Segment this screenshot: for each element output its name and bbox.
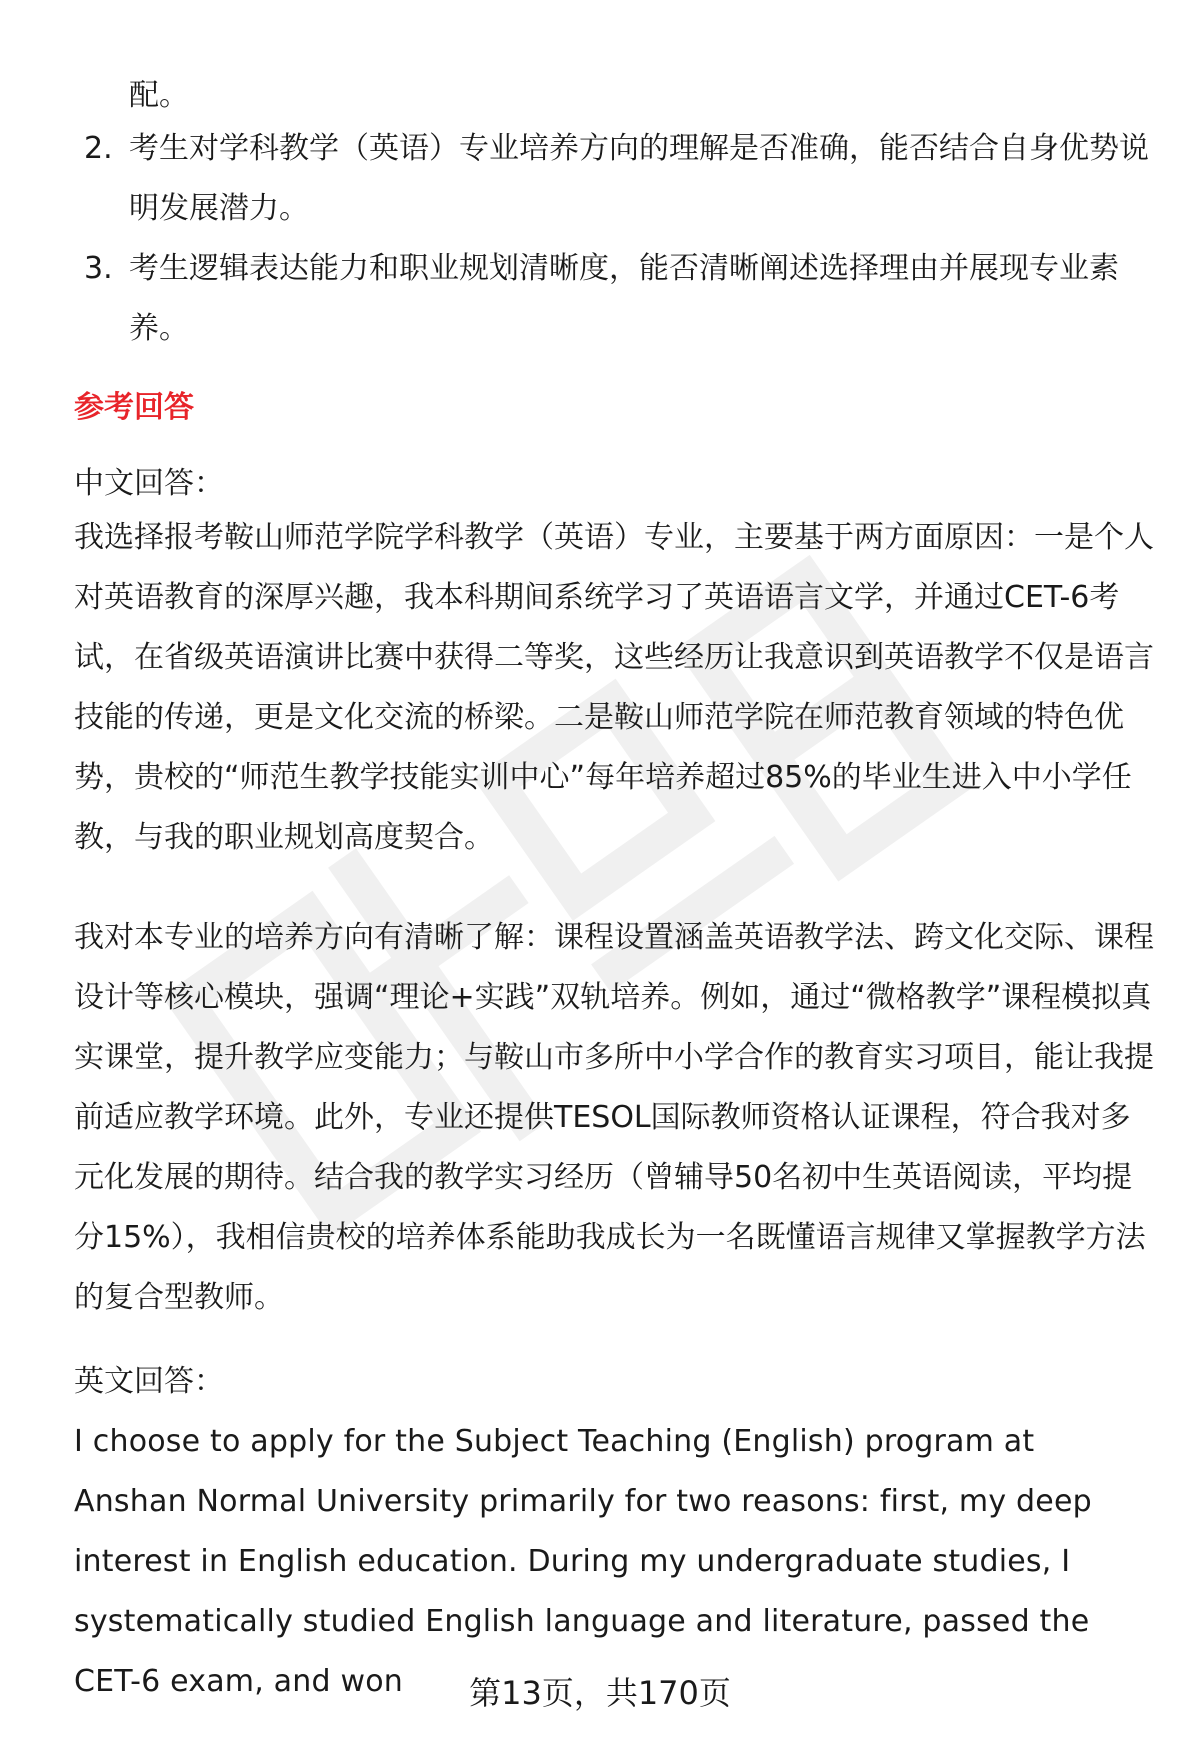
english-answer-label: 英文回答： — [74, 1364, 224, 1399]
criterion-continuation: 配。 — [129, 78, 189, 113]
chinese-answer-paragraph: 我选择报考鞍山师范学院学科教学（英语）专业，主要基于两方面原因：一是个人对英语教育的深厚兴趣，我本科期间系统学习了英语语言文学，并通过CET-6考试，在省级英语演讲比赛中获得二等奖，这些经历让我意识到英语教学不仅是语言技能的传递，更是文化交流的桥梁。二是鞍山师范学院在师范教育领域的特色优势，贵校的“师范生教学技能实训中心”每年培养超过85%的毕业生进入中小学任教，与我的职业规划高度契合。 — [74, 520, 1154, 855]
list-item — [74, 239, 1154, 359]
chinese-answer-label: 中文回答： — [74, 466, 224, 501]
list-item-text: 考生逻辑表达能力和职业规划清晰度，能否清晰阐述选择理由并展现专业素养。 — [129, 251, 1119, 346]
english-answer-paragraph: I choose to apply for the Subject Teaching (English) program at Anshan Normal University primarily for two reasons: first, my deep interest in English education. During my undergraduate studies, I systematically studied English language and literature, passed the CET-6 exam, and won — [74, 1424, 1092, 1699]
list-item-number: 2. — [84, 131, 113, 166]
reference-answer-heading: 参考回答 — [74, 390, 194, 425]
evaluation-criteria-list — [74, 119, 1154, 359]
chinese-answer-paragraph: 我对本专业的培养方向有清晰了解：课程设置涵盖英语教学法、跨文化交际、课程设计等核心模块，强调“理论+实践”双轨培养。例如，通过“微格教学”课程模拟真实课堂，提升教学应变能力；与鞍山市多所中小学合作的教育实习项目，能让我提前适应教学环境。此外，专业还提供TESOL国际教师资格认证课程，符合我对多元化发展的期待。结合我的教学实习经历（曾辅导50名初中生英语阅读，平均提分15%），我相信贵校的培养体系能助我成长为一名既懂语言规律又掌握教学方法的复合型教师。 — [74, 920, 1154, 1315]
list-item-number: 3. — [84, 251, 113, 286]
list-item-text: 考生对学科教学（英语）专业培养方向的理解是否准确，能否结合自身优势说明发展潜力。 — [129, 131, 1149, 226]
page-number-footer: 第13页，共170页 — [469, 1674, 731, 1712]
list-item — [74, 119, 1154, 239]
